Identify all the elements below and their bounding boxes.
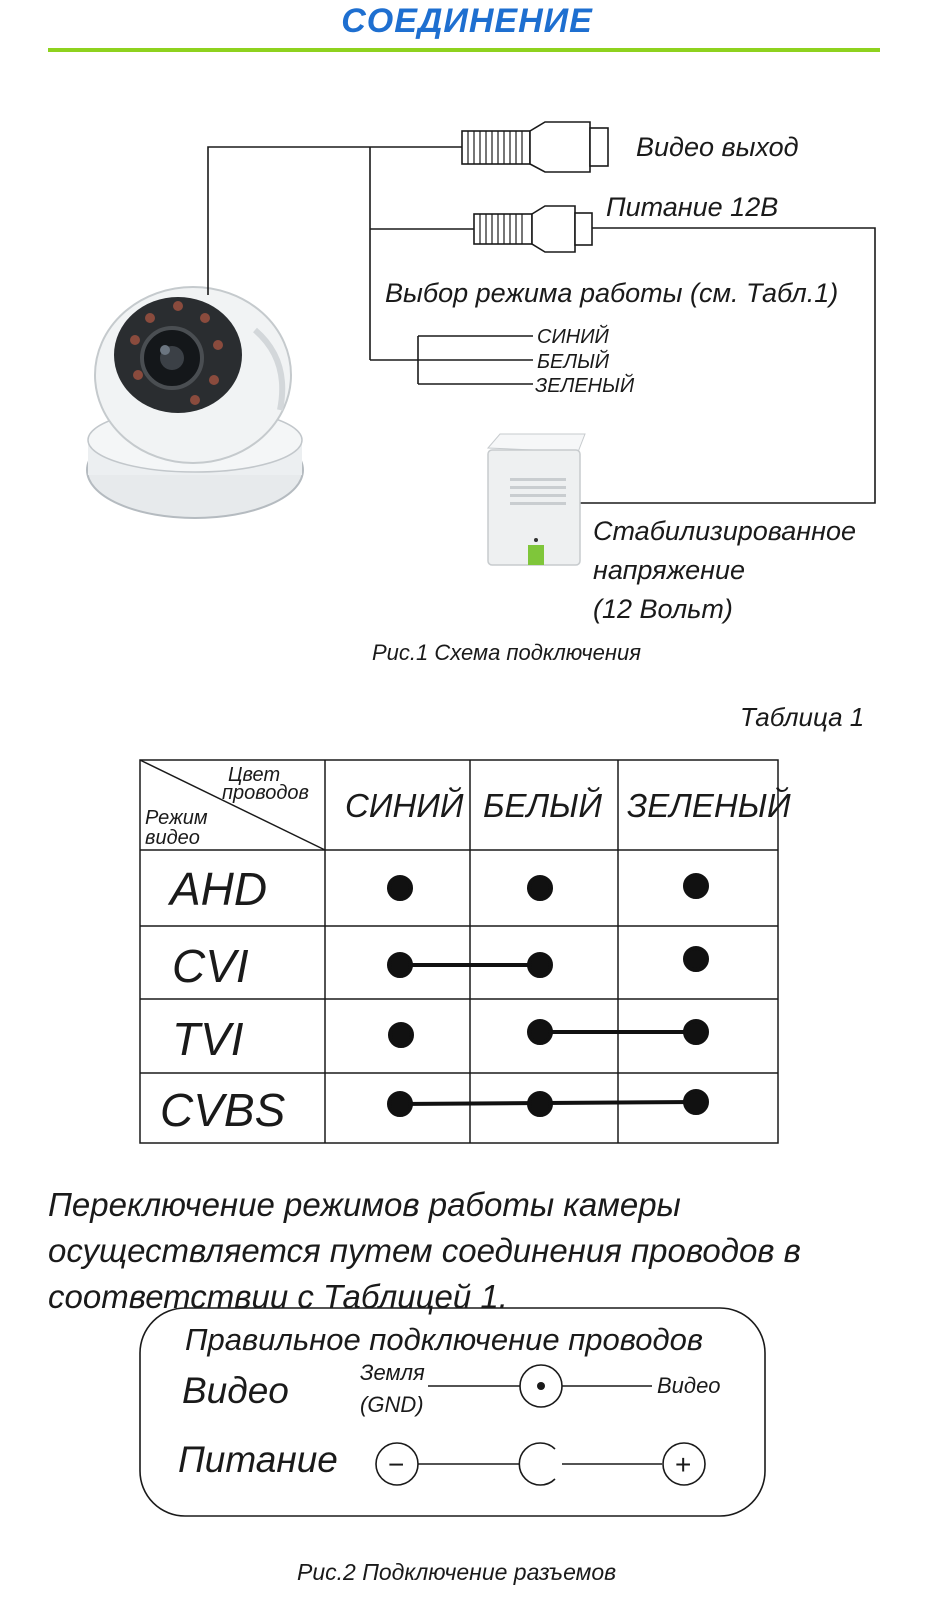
row-mode-cvi: CVI — [172, 940, 249, 992]
psu-label-line1: Стабилизированное — [593, 516, 857, 546]
dot-cvbs-blue — [389, 1093, 411, 1115]
corner-header-top-1: Цвет — [228, 764, 281, 786]
dot-cvi-blue — [389, 954, 411, 976]
dot-cvbs-white — [529, 1093, 551, 1115]
wire-white-label: БЕЛЫЙ — [537, 351, 610, 373]
connection-marks — [389, 875, 707, 1115]
row-mode-cvbs: CVBS — [160, 1084, 286, 1136]
dot-tvi-blue — [390, 1024, 412, 1046]
corner-header-bottom-2: видео — [145, 827, 200, 849]
plus-symbol: + — [675, 1449, 692, 1480]
corner-header-top-2: проводов — [222, 782, 309, 804]
wire-blue-label: СИНИЙ — [537, 326, 609, 348]
power-label: Питание 12В — [606, 192, 779, 222]
center-terminal-icon — [519, 1443, 555, 1485]
column-header-white: БЕЛЫЙ — [483, 787, 602, 824]
dot-ahd-green — [685, 875, 707, 897]
column-header-green: ЗЕЛЕНЫЙ — [627, 787, 791, 824]
connection-diagram — [0, 0, 934, 700]
mode-table — [0, 700, 934, 1160]
figure1-caption: Рис.1 Схема подключения — [372, 640, 641, 665]
dome-camera-image — [87, 287, 303, 518]
dot-ahd-white — [529, 877, 551, 899]
video-signal-label: Видео — [657, 1373, 721, 1398]
fig2-heading: Правильное подключение проводов — [185, 1322, 704, 1357]
psu-label-line3: (12 Вольт) — [593, 594, 733, 624]
minus-symbol: − — [388, 1449, 405, 1480]
fig2-video-label: Видео — [182, 1370, 289, 1411]
bnc-connector-icon — [462, 122, 608, 172]
gnd-label-line1: Земля — [360, 1360, 425, 1385]
fig2-power-label: Питание — [178, 1439, 338, 1480]
column-header-blue: СИНИЙ — [345, 787, 464, 824]
wire-green-label: ЗЕЛЕНЫЙ — [535, 375, 635, 397]
dot-tvi-white — [529, 1021, 551, 1043]
dot-cvbs-green — [685, 1091, 707, 1113]
mode-select-label: Выбор режима работы (см. Табл.1) — [385, 278, 839, 308]
dot-ahd-blue — [389, 877, 411, 899]
dot-tvi-green — [685, 1021, 707, 1043]
dot-cvi-white — [529, 954, 551, 976]
dot-cvi-green — [685, 948, 707, 970]
psu-label-line2: напряжение — [593, 555, 746, 585]
figure2-caption: Рис.2 Подключение разъемов — [297, 1559, 617, 1585]
gnd-label-line2: (GND) — [360, 1392, 424, 1417]
mode-switch-note: Переключение режимов работы камеры осуществляется путем соединения проводов в соответствии с Таблицей 1. — [48, 1186, 801, 1315]
power-connector-icon — [474, 206, 592, 252]
video-out-label: Видео выход — [636, 132, 799, 162]
connector-wiring-diagram — [0, 1300, 934, 1620]
row-mode-ahd: AHD — [170, 863, 268, 915]
corner-header-bottom-1: Режим — [145, 807, 208, 829]
row-mode-tvi: TVI — [172, 1013, 244, 1065]
table-label: Таблица 1 — [740, 702, 865, 732]
power-supply-image — [488, 434, 585, 565]
page-title: СОЕДИНЕНИЕ — [341, 2, 593, 40]
